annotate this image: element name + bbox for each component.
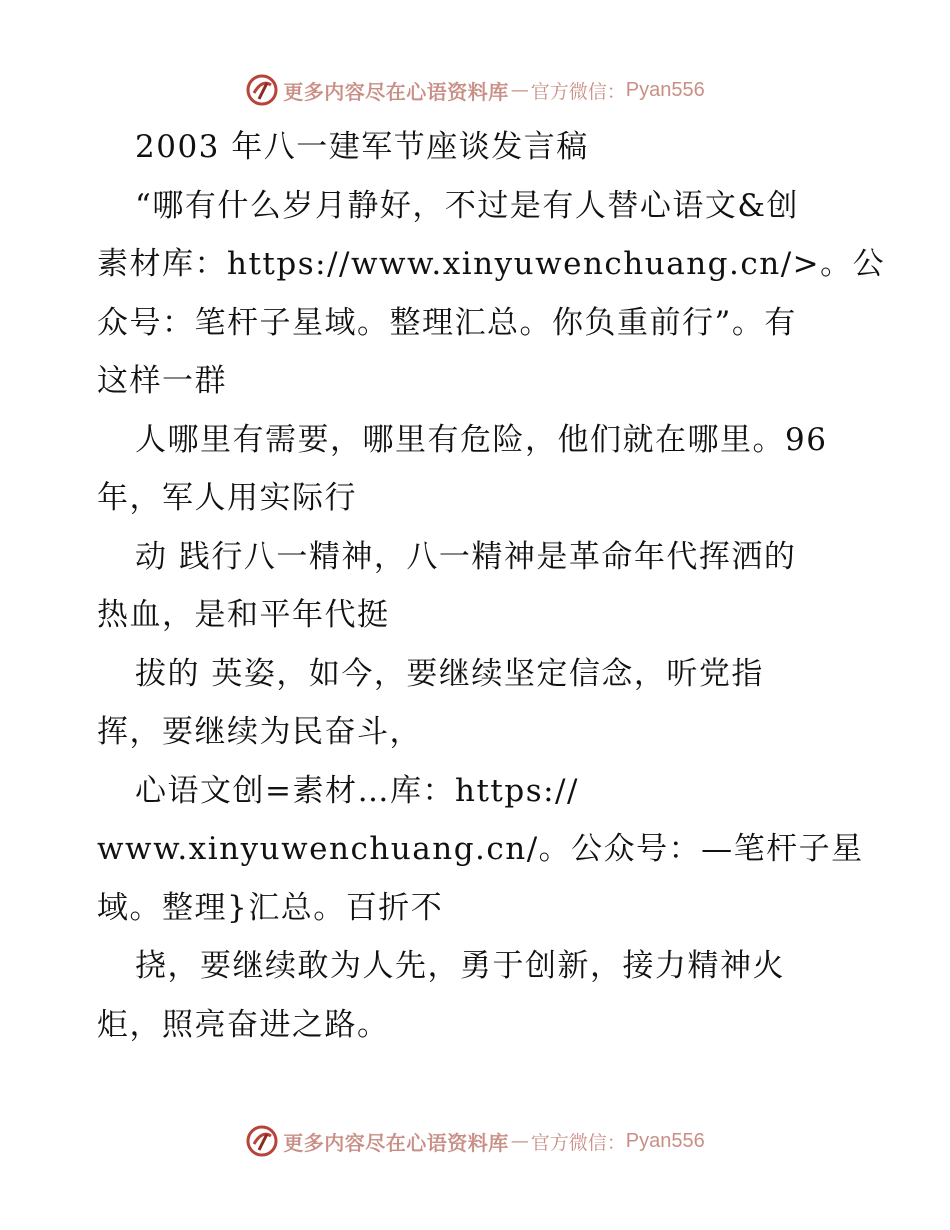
document-title: 2003 年八一建军节座谈发言稿 xyxy=(135,129,589,165)
logo-icon xyxy=(245,1124,279,1158)
paragraph-line: 炬，照亮奋进之路。 xyxy=(97,1006,390,1043)
paragraph-line: 年，军人用实际行 xyxy=(97,480,357,516)
header-banner xyxy=(0,70,950,110)
paragraph-line: 挠，要继续敢为人先，勇于创新，接力精神火 xyxy=(135,948,785,984)
paragraph-line: 心语文创=素材…库：https:// xyxy=(135,772,579,809)
paragraph-line: 热血，是和平年代挺 xyxy=(97,597,390,633)
document-body xyxy=(97,118,886,1054)
logo-icon xyxy=(245,73,279,107)
paragraph-line: 域。整理}汇总。百折不 xyxy=(97,889,444,926)
paragraph-line: 人哪里有需要，哪里有危险，他们就在哪里。96 xyxy=(135,421,828,458)
header-banner-wechat-label: 官方微信： xyxy=(530,80,626,103)
paragraph-line: 众号：笔杆子星域。整理汇总。你负重前行”。有 xyxy=(97,304,797,341)
footer-banner xyxy=(0,1121,950,1161)
paragraph-line: 挥，要继续为民奋斗， xyxy=(97,714,422,750)
paragraph-line: 素材库：https://www.xinyuwenchuang.cn/>。公 xyxy=(97,246,886,282)
paragraph-line: 动 践行八一精神，八一精神是革命年代挥洒的 xyxy=(135,538,797,575)
header-banner-wechat-id: Pyan556 xyxy=(625,78,705,101)
footer-banner-wechat-label: 官方微信： xyxy=(530,1131,626,1154)
header-banner-title: 更多内容尽在心语资料库 xyxy=(283,79,509,104)
paragraph-line: “哪有什么岁月静好，不过是有人替心语文&创 xyxy=(135,187,799,224)
paragraph-line: www.xinyuwenchuang.cn/。公众号：—笔杆子星 xyxy=(97,831,864,867)
footer-banner-title: 更多内容尽在心语资料库 xyxy=(283,1130,509,1155)
footer-banner-dash: — xyxy=(510,1130,529,1152)
paragraph-line: 拔的 英姿，如今，要继续坚定信念，听党指 xyxy=(135,655,764,692)
paragraph-line: 这样一群 xyxy=(97,363,227,399)
footer-banner-wechat-id: Pyan556 xyxy=(625,1129,705,1152)
header-banner-dash: — xyxy=(510,79,529,101)
